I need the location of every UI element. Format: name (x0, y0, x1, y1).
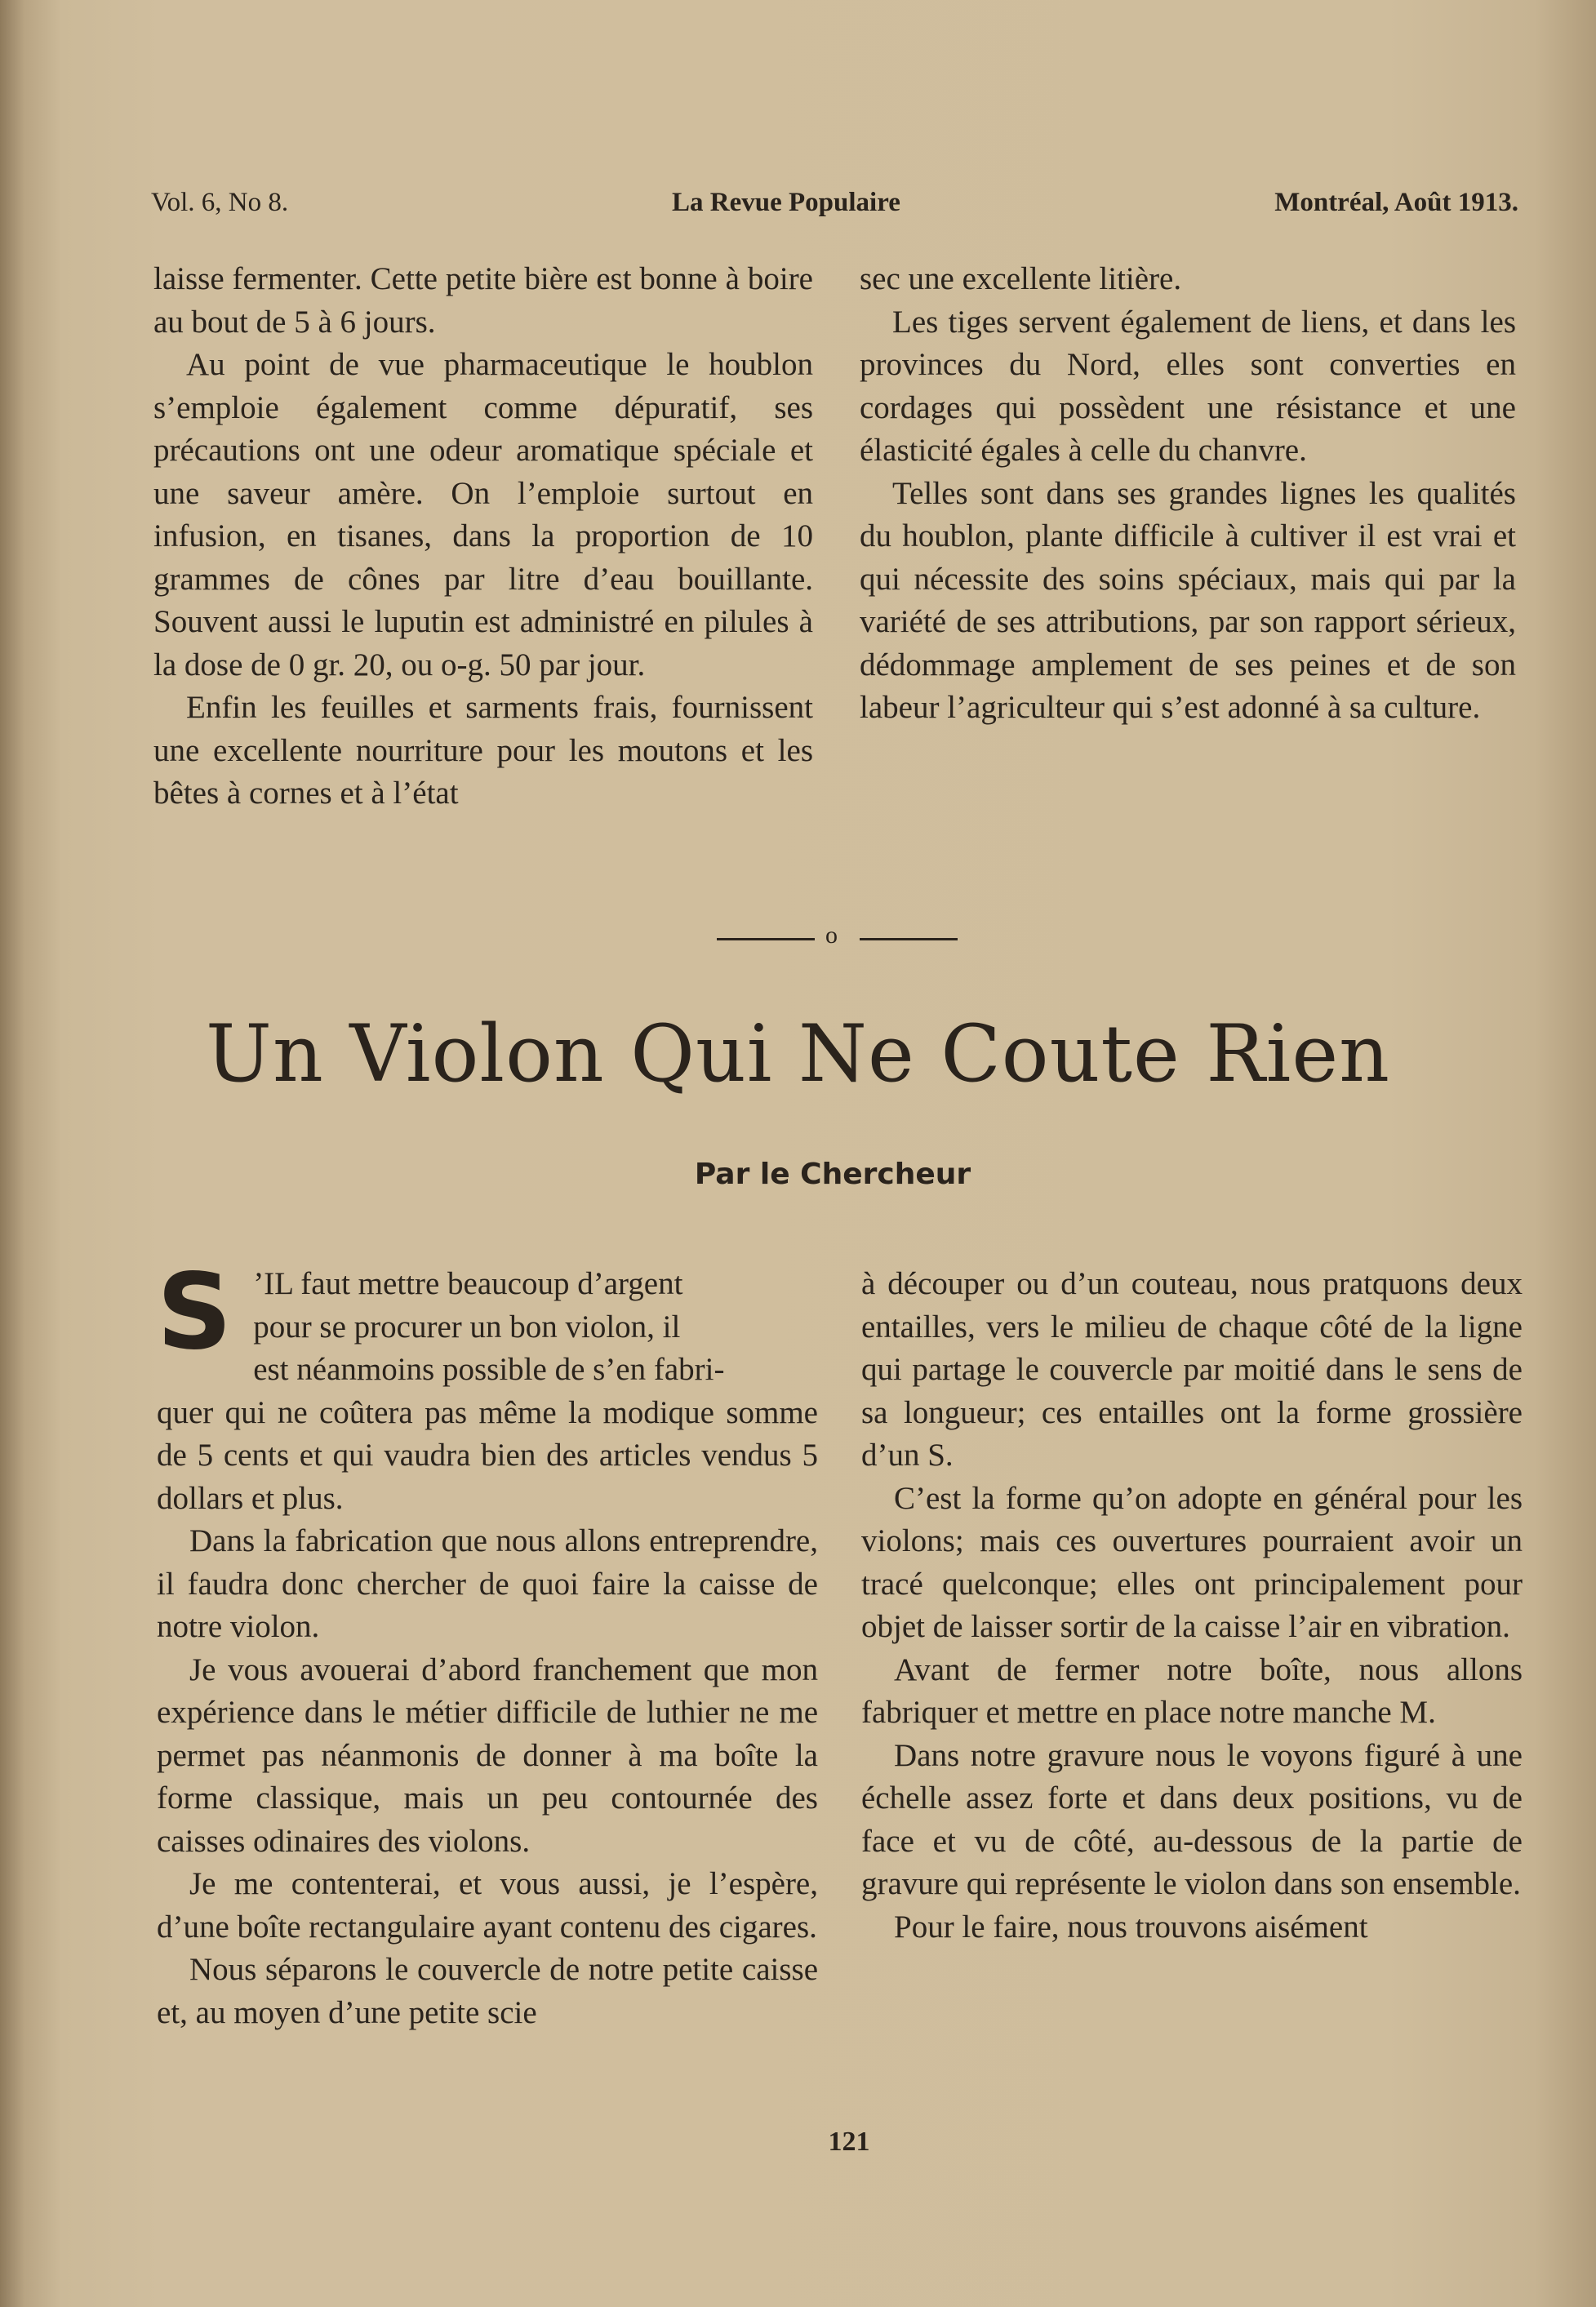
paragraph: sec une excellente litière. (860, 261, 1182, 296)
section-separator (717, 922, 958, 951)
place-date: Montréal, Août 1913. (1274, 188, 1518, 217)
running-header (151, 188, 1518, 229)
paragraph: Dans la fabrication que nous allons entreprendre, il faudra donc chercher de quoi faire la caisse de notre violon. (157, 1523, 818, 1644)
article-title: Un Violon Qui Ne Coute Rien (206, 1008, 1390, 1100)
volume-number: Vol. 6, No 8. (151, 188, 289, 217)
separator-ornament: o (825, 922, 838, 949)
publication-name: La Revue Populaire (672, 188, 900, 217)
page-number: 121 (828, 2127, 870, 2157)
article-left-column (157, 1251, 818, 2034)
lead-continuation: quer qui ne coûtera pas même la modique somme de 5 cents et qui vaudra bien des articles vendus 5 dollars et plus. (157, 1394, 818, 1516)
paragraph: C’est la forme qu’on adopte en général pour les violons; mais ces ouvertures pourraient avoir un tracé quelconque; elles ont principalement pour objet de laisser sortir de la caisse l’air en vibration. (861, 1480, 1523, 1644)
drop-cap: S (157, 1251, 233, 1373)
paragraph: Nous séparons le couvercle de notre petite caisse et, au moyen d’une petite scie (157, 1952, 818, 2030)
paragraph: laisse fermenter. Cette petite bière est bonne à boire au bout de 5 à 6 jours. (153, 261, 813, 340)
paragraph: Je vous avouerai d’abord franchement que mon expérience dans le métier difficile de luthier ne me permet pas néanmonis de donner à ma boîte la forme classique, mais un peu contournée des caisses odinaires des violons. (157, 1651, 818, 1859)
lead-line: ’IL faut mettre beaucoup d’argent (253, 1266, 683, 1301)
article-byline: Par le Chercheur (694, 1158, 971, 1191)
paragraph: à découper ou d’un couteau, nous pratquons deux entailles, vers le milieu de chaque côté de la ligne qui partage le couvercle par moitié dans le sens de sa longueur; ces entailles ont la forme grossière d’un S. (861, 1266, 1523, 1473)
paragraph: Au point de vue pharmaceutique le houblon s’emploie également comme dépuratif, ses précautions ont une odeur aromatique spéciale et une saveur amère. On l’emploie surtout en infusion, en tisanes, dans la proportion de 10 grammes de cônes par litre d’eau bouillante. Souvent aussi le luputin est administré en pilules à la dose de 0 gr. 20, ou o-g. 50 par jour. (153, 347, 813, 682)
paragraph: Telles sont dans ses grandes lignes les qualités du houblon, plante difficile à cultiver il est vrai et qui nécessite des soins spéciaux, mais qui par la variété de ses attributions, par son rapport sérieux, dédommage amplement de ses peines et de son labeur l’agriculteur qui s’est adonné à sa culture. (860, 475, 1516, 725)
paragraph: Dans notre gravure nous le voyons figuré à une échelle assez forte et dans deux positions, vu de face et vu de côté, au-dessous de la partie de gravure qui représente le violon dans son ensemble. (861, 1737, 1523, 1901)
paragraph: Pour le faire, nous trouvons aisément (894, 1909, 1368, 1945)
separator-rule-left (717, 938, 815, 940)
article-right-column (861, 1263, 1523, 1949)
lead-line: pour se procurer un bon violon, il (253, 1309, 681, 1345)
prev-article-right-column (860, 258, 1516, 730)
paragraph: Les tiges servent également de liens, et dans les provinces du Nord, elles sont converties en cordages qui possèdent une résistance et une élasticité égales à celle du chanvre. (860, 304, 1516, 468)
separator-rule-right (860, 938, 958, 940)
lead-line: est néanmoins possible de s’en fabri- (253, 1352, 725, 1387)
prev-article-left-column (153, 258, 813, 816)
paragraph: Avant de fermer notre boîte, nous allons fabriquer et mettre en place notre manche M. (861, 1651, 1523, 1730)
paragraph: Je me contenterai, et vous aussi, je l’espère, d’une boîte rectangulaire ayant contenu des cigares. (157, 1866, 818, 1945)
lead-paragraph (157, 1251, 818, 1520)
paragraph: Enfin les feuilles et sarments frais, fournissent une excellente nourriture pour les moutons et les bêtes à cornes et à l’état (153, 690, 813, 811)
